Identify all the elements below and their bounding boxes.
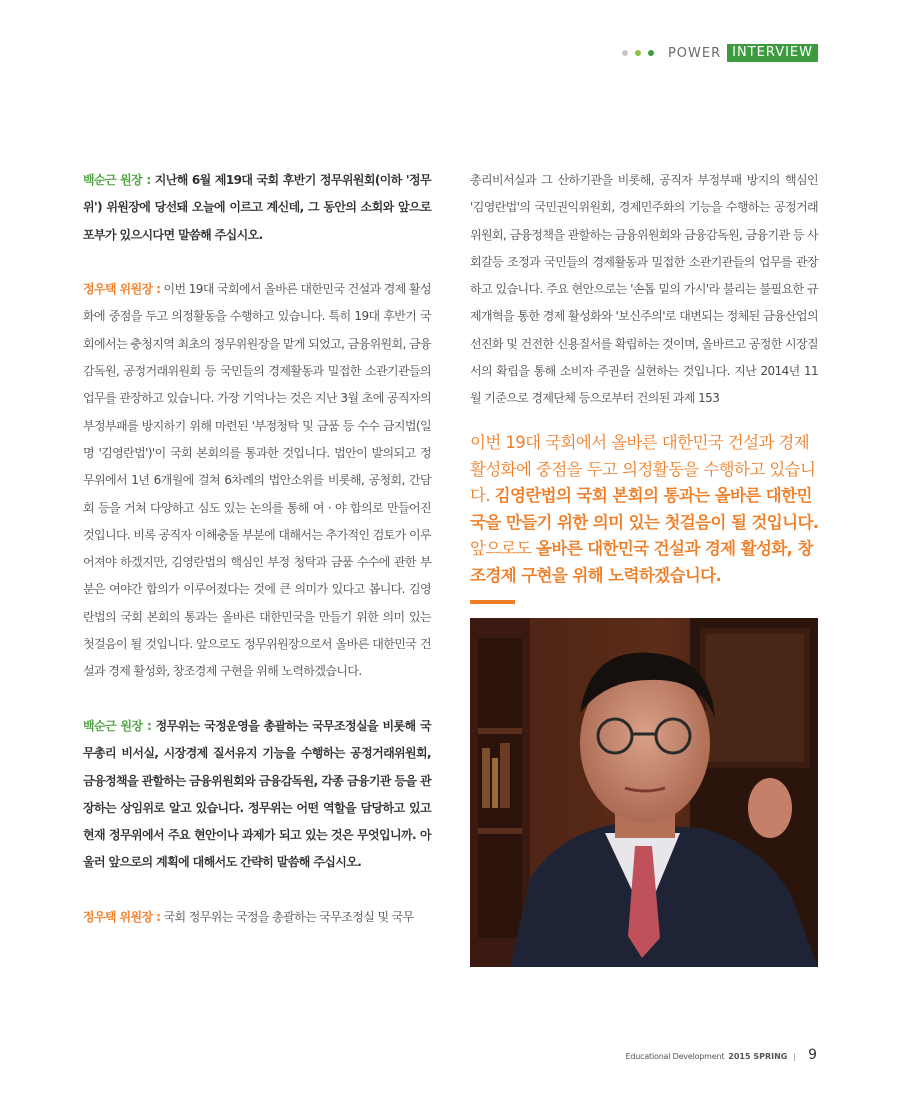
header-power: POWER [667,45,722,61]
section-header [622,44,818,62]
speaker-label: 정우택 위원장 : [83,910,161,925]
page-number: 9 [808,1047,817,1063]
answer-text: 국회 정무위는 국정을 총괄하는 국무조정실 및 국무 [160,910,414,925]
dot-1 [622,50,628,56]
footer-magazine: Educational Development [625,1052,725,1061]
speaker-label: 백순근 원장 : [83,173,151,187]
footer-season: 2015 SPRING [728,1052,788,1061]
dot-3 [648,50,654,56]
pull-quote-part3: 앞으로도 [470,539,537,559]
footer-separator: | [793,1052,797,1061]
question-text: 지난해 6월 제19대 국회 후반기 정무위원회(이하 '정무위') 위원장에 당선돼 오늘에 이르고 계신데, 그 동안의 소회와 앞으로 포부가 있으시다면 말씀해 주십시오. [83,173,431,242]
pull-quote-part4: 올바른 대한민국 건설과 경제 활성화, 창조경제 구현을 위해 노력하겠습니다. [470,539,813,585]
dot-2 [635,50,641,56]
portrait-illustration [470,618,818,967]
question-2 [83,713,431,877]
speaker-label: 정우택 위원장 : [83,282,161,297]
speaker-label: 백순근 원장 : [83,718,152,733]
answer-text: 이번 19대 국회에서 올바른 대한민국 건설과 경제 활성화에 중점을 두고 의정활동을 수행하고 있습니다. 특히 19대 후반기 국회에서는 충청지역 최초의 정무위원장을 맡게 되었고, 금융위원회, 금융감독원, 공정거래위원회 등 국민들의 경제활동과 밀접한 소관기관들의 업무를 관장하고 있습니다. 가장 기억나는 것은 지난 3월 초에 공직자의 부정부패를 방지하기 위해 마련된 '부정청탁 및 금품 등 수수 금지법(일명 '김영란법')'이 국회 본회의를 통과한 것입니다. 법안이 발의되고 정무위에서 1년 6개월에 걸쳐 6차례의 법안소위를 비롯해, 공청회, 간담회 등을 거쳐 다양하고 심도 있는 논의를 통해 여 · 야 합의로 만들어진 것입니다. 비록 공직자 이해충돌 부분에 대해서는 추가적인 검토가 이루어져야 하겠지만, 김영란법의 핵심인 부정 청탁과 금품 수수에 관한 부분은 여야간 합의가 이루어졌다는 것에 큰 의미가 있다고 봅니다. 김영란법의 국회 본회의 통과는 올바른 대한민국을 만들기 위한 의미 있는 첫걸음이 될 것입니다. 앞으로도 정무위원장으로서 올바른 대한민국 건설과 경제 활성화, 창조경제 구현을 위해 노력하겠습니다. [83,282,431,679]
portrait-photo [470,618,818,967]
pull-quote-part2: 김영란법의 국회 본회의 통과는 올바른 대한민국을 만들기 위한 의미 있는 첫걸음이 될 것입니다. [470,486,819,532]
pull-quote-rule [470,600,515,604]
left-column [83,167,431,959]
header-dots [622,50,654,56]
answer-1 [83,276,431,685]
page-footer [626,1047,817,1063]
answer-2 [83,904,431,931]
question-1 [83,167,431,249]
right-column [470,167,818,413]
header-interview: INTERVIEW [727,44,818,62]
question-text: 정무위는 국정운영을 총괄하는 국무조정실을 비롯해 국무총리 비서실, 시장경제 질서유지 기능을 수행하는 공정거래위원회, 금융정책을 관할하는 금융위원회와 금융감독원, 각종 금융기관 등을 관장하는 상임위로 알고 있습니다. 정무위는 어떤 역할을 담당하고 있고 현재 정무위에서 주요 현안이나 과제가 되고 있는 것은 무엇입니까. 아울러 앞으로의 계획에 대해서도 간략히 말씀해 주십시오. [83,718,431,870]
answer-2-continued: 총리비서실과 그 산하기관을 비롯해, 공직자 부정부패 방지의 핵심인 '김영란법'의 국민권익위원회, 경제민주화의 기능을 수행하는 공정거래위원회, 금융정책을 관할하는 금융위원회와 금융감독원, 금융기관 등 사회갈등 조정과 국민들의 경제활동과 밀접한 소관기관들의 업무를 관장하고 있습니다. 주요 현안으로는 '손톱 밑의 가시'라 불리는 불필요한 규제개혁을 통한 경제 활성화와 '보신주의'로 대변되는 정체된 금융산업의 선진화 및 건전한 신용질서를 확립하는 것이며, 올바르고 공정한 시장질서의 확립을 통해 소비자 주권을 실현하는 것입니다. 지난 2014년 11월 기준으로 경제단체 등으로부터 건의된 과제 153 [470,173,818,406]
pull-quote [470,430,820,590]
pull-quote-part1: 이번 19대 국회에서 올바른 대한민국 건설과 경제 활성화에 중점을 두고 의정활동을 수행하고 있습니다. [470,433,816,506]
